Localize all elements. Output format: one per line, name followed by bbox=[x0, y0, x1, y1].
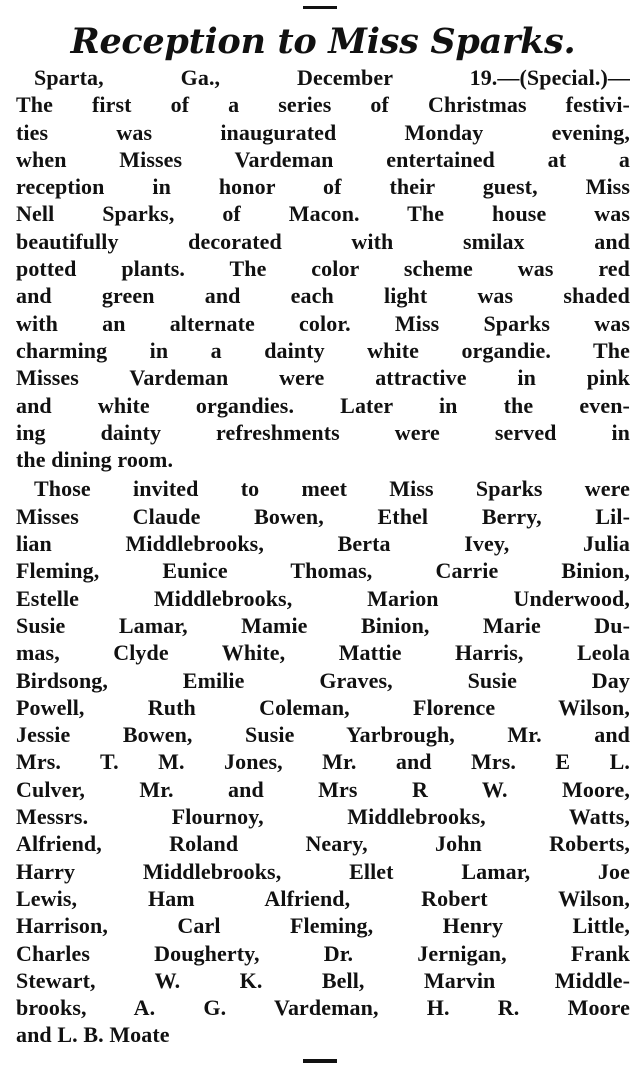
text-line: Those invited to meet Miss Sparks were bbox=[34, 476, 630, 502]
text-line: Fleming, Eunice Thomas, Carrie Binion, bbox=[16, 558, 630, 584]
text-line: Harry Middlebrooks, Ellet Lamar, Joe bbox=[16, 858, 630, 884]
headline: Reception to Miss Sparks. bbox=[70, 21, 576, 62]
text-line: and L. B. Moate bbox=[16, 1022, 170, 1048]
text-line: Messrs. Flournoy, Middlebrooks, Watts, bbox=[16, 804, 630, 830]
top-rule bbox=[303, 6, 337, 9]
text-line: The first of a series of Christmas festivi- bbox=[16, 92, 630, 118]
text-line: Estelle Middlebrooks, Marion Underwood, bbox=[16, 585, 630, 611]
text-line: and white organdies. Later in the even- bbox=[16, 392, 630, 418]
text-line: Harrison, Carl Fleming, Henry Little, bbox=[16, 913, 630, 939]
text-line: charming in a dainty white organdie. The bbox=[16, 337, 630, 363]
text-line: mas, Clyde White, Mattie Harris, Leola bbox=[16, 640, 630, 666]
text-line: and green and each light was shaded bbox=[16, 283, 630, 309]
text-line: Jessie Bowen, Susie Yarbrough, Mr. and bbox=[16, 722, 630, 748]
text-line: Charles Dougherty, Dr. Jernigan, Frank bbox=[16, 940, 630, 966]
text-line: lian Middlebrooks, Berta Ivey, Julia bbox=[16, 531, 630, 557]
text-line: Powell, Ruth Coleman, Florence Wilson, bbox=[16, 694, 630, 720]
text-line: Nell Sparks, of Macon. The house was bbox=[16, 201, 630, 227]
text-line: potted plants. The color scheme was red bbox=[16, 256, 630, 282]
text-line: reception in honor of their guest, Miss bbox=[16, 174, 630, 200]
text-line: beautifully decorated with smilax and bbox=[16, 228, 630, 254]
text-line: Alfriend, Roland Neary, John Roberts, bbox=[16, 831, 630, 857]
text-line: Lewis, Ham Alfriend, Robert Wilson, bbox=[16, 885, 630, 911]
text-line: with an alternate color. Miss Sparks was bbox=[16, 310, 630, 336]
text-line: Culver, Mr. and Mrs R W. Moore, bbox=[16, 776, 630, 802]
text-line: Sparta, Ga., December 19.—(Special.)— bbox=[34, 65, 630, 90]
text-line: Susie Lamar, Mamie Binion, Marie Du- bbox=[16, 612, 630, 638]
text-line: ties was inaugurated Monday evening, bbox=[16, 119, 630, 145]
text-line: Stewart, W. K. Bell, Marvin Middle- bbox=[16, 967, 630, 993]
text-line: Misses Vardeman were attractive in pink bbox=[16, 365, 630, 391]
article-body bbox=[16, 64, 630, 1049]
paragraph-guest-list bbox=[16, 475, 630, 1048]
text-line: Misses Claude Bowen, Ethel Berry, Lil- bbox=[16, 503, 630, 529]
text-line: Mrs. T. M. Jones, Mr. and Mrs. E L. bbox=[16, 749, 630, 775]
text-line: brooks, A. G. Vardeman, H. R. Moore bbox=[16, 995, 630, 1021]
paragraph-intro bbox=[16, 64, 630, 473]
text-line: Birdsong, Emilie Graves, Susie Day bbox=[16, 667, 630, 693]
text-line: ing dainty refreshments were served in bbox=[16, 419, 630, 445]
text-line: the dining room. bbox=[16, 447, 174, 473]
bottom-rule bbox=[303, 1059, 337, 1063]
text-line: when Misses Vardeman entertained at a bbox=[16, 146, 630, 172]
